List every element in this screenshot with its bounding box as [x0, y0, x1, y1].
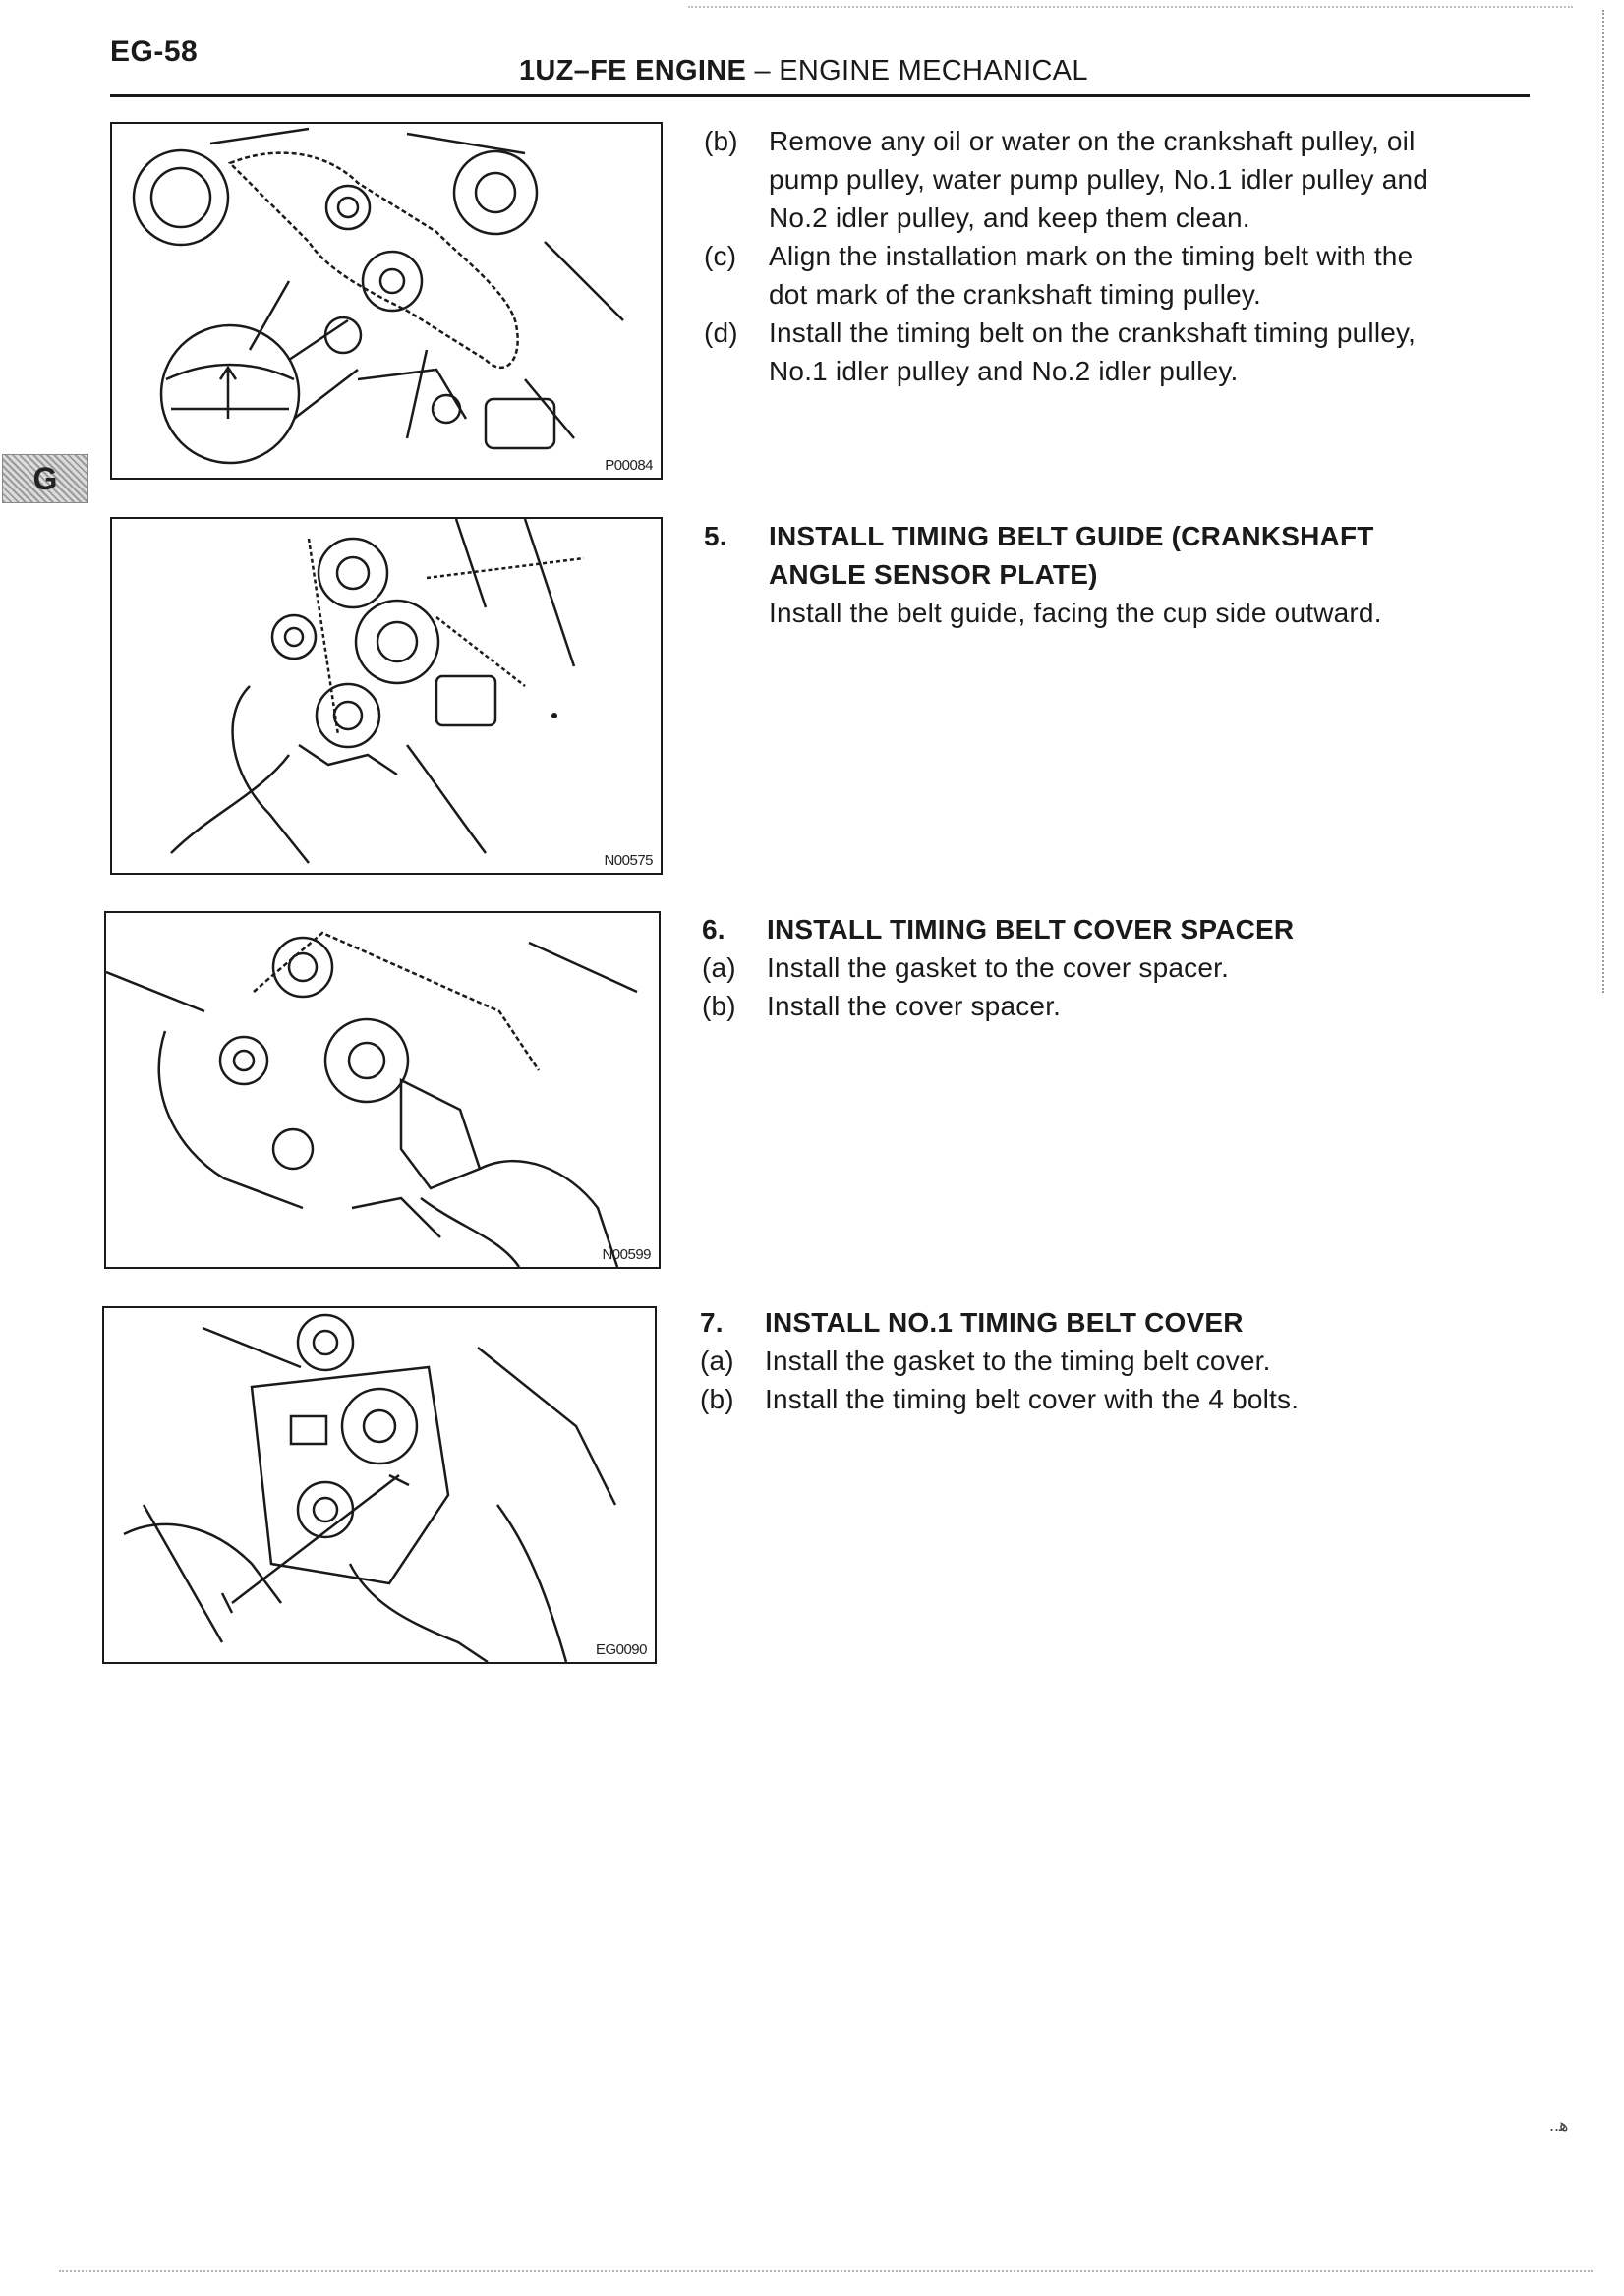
step-text	[769, 237, 1539, 314]
scan-dots-top	[688, 6, 1573, 8]
heading-line: ANGLE SENSOR PLATE)	[769, 559, 1098, 590]
step-text-line: dot mark of the crankshaft timing pulley.	[769, 279, 1262, 310]
step-text-line: Install the timing belt on the crankshaft timing pulley,	[769, 317, 1417, 348]
section-4-steps	[704, 122, 1539, 390]
section-tab-letter: G	[32, 460, 58, 496]
step-4c	[704, 237, 1539, 314]
step-label: (a)	[702, 952, 736, 983]
step-label: (c)	[704, 241, 737, 271]
step-text-line: No.1 idler pulley and No.2 idler pulley.	[769, 356, 1239, 386]
step-label: (b)	[702, 991, 736, 1021]
step-text-line: Align the installation mark on the timing belt with the	[769, 241, 1414, 271]
figure-timing-belt-guide	[110, 517, 663, 875]
scan-dots-right	[1602, 10, 1604, 993]
step-text: Install the gasket to the timing belt cover.	[765, 1346, 1271, 1376]
section-6	[702, 910, 1537, 1025]
section-6-heading	[702, 910, 1537, 948]
heading-text: INSTALL NO.1 TIMING BELT COVER	[765, 1307, 1244, 1338]
step-7b	[700, 1380, 1536, 1418]
section-number: 6.	[702, 914, 725, 945]
figure-code: N00575	[604, 852, 653, 869]
step-label: (b)	[704, 126, 738, 156]
section-tab	[2, 454, 88, 503]
section-7-heading	[700, 1303, 1536, 1342]
step-4b	[704, 122, 1539, 237]
section-5	[704, 517, 1539, 632]
page-title	[519, 55, 1088, 87]
section-number: 5.	[704, 521, 727, 551]
body-text: Install the belt guide, facing the cup side outward.	[769, 598, 1382, 628]
page-title-section: – ENGINE MECHANICAL	[746, 55, 1088, 86]
step-label: (a)	[700, 1346, 734, 1376]
section-number: 7.	[700, 1307, 724, 1338]
figure-code: P00084	[605, 457, 653, 474]
section-5-body	[704, 594, 1539, 632]
step-text	[769, 122, 1539, 237]
figure-code: N00599	[602, 1246, 651, 1263]
heading-text: INSTALL TIMING BELT COVER SPACER	[767, 914, 1295, 945]
figure-no1-timing-belt-cover	[102, 1306, 657, 1664]
step-text-line: Remove any oil or water on the crankshaft pulley, oil	[769, 126, 1416, 156]
section-7	[700, 1303, 1536, 1418]
page-title-engine: 1UZ–FE ENGINE	[519, 55, 747, 86]
figure-cover-spacer	[104, 911, 661, 1269]
step-text: Install the timing belt cover with the 4 bolts.	[765, 1384, 1300, 1414]
step-text: Install the cover spacer.	[767, 991, 1062, 1021]
page-number: EG-58	[110, 35, 199, 68]
step-text: Install the gasket to the cover spacer.	[767, 952, 1230, 983]
corner-mark: ..ﻫ	[1549, 2115, 1569, 2135]
step-text-line: pump pulley, water pump pulley, No.1 idler pulley and	[769, 164, 1429, 195]
engine-illustration-4	[104, 1308, 655, 1662]
engine-illustration-1	[112, 124, 661, 478]
step-4d	[704, 314, 1539, 390]
header-rule	[110, 94, 1530, 97]
engine-illustration-2	[112, 519, 661, 873]
step-label: (d)	[704, 317, 738, 348]
figure-code: EG0090	[595, 1641, 647, 1658]
step-label: (b)	[700, 1384, 734, 1414]
step-text	[769, 314, 1539, 390]
step-7a	[700, 1342, 1536, 1380]
step-6a	[702, 948, 1537, 987]
scan-dots-bottom	[59, 2270, 1593, 2272]
heading-line: INSTALL TIMING BELT GUIDE (CRANKSHAFT	[769, 521, 1374, 551]
step-text-line: No.2 idler pulley, and keep them clean.	[769, 202, 1250, 233]
step-6b	[702, 987, 1537, 1025]
engine-illustration-3	[106, 913, 659, 1267]
section-5-heading	[704, 517, 1539, 594]
figure-timing-belt-alignment	[110, 122, 663, 480]
